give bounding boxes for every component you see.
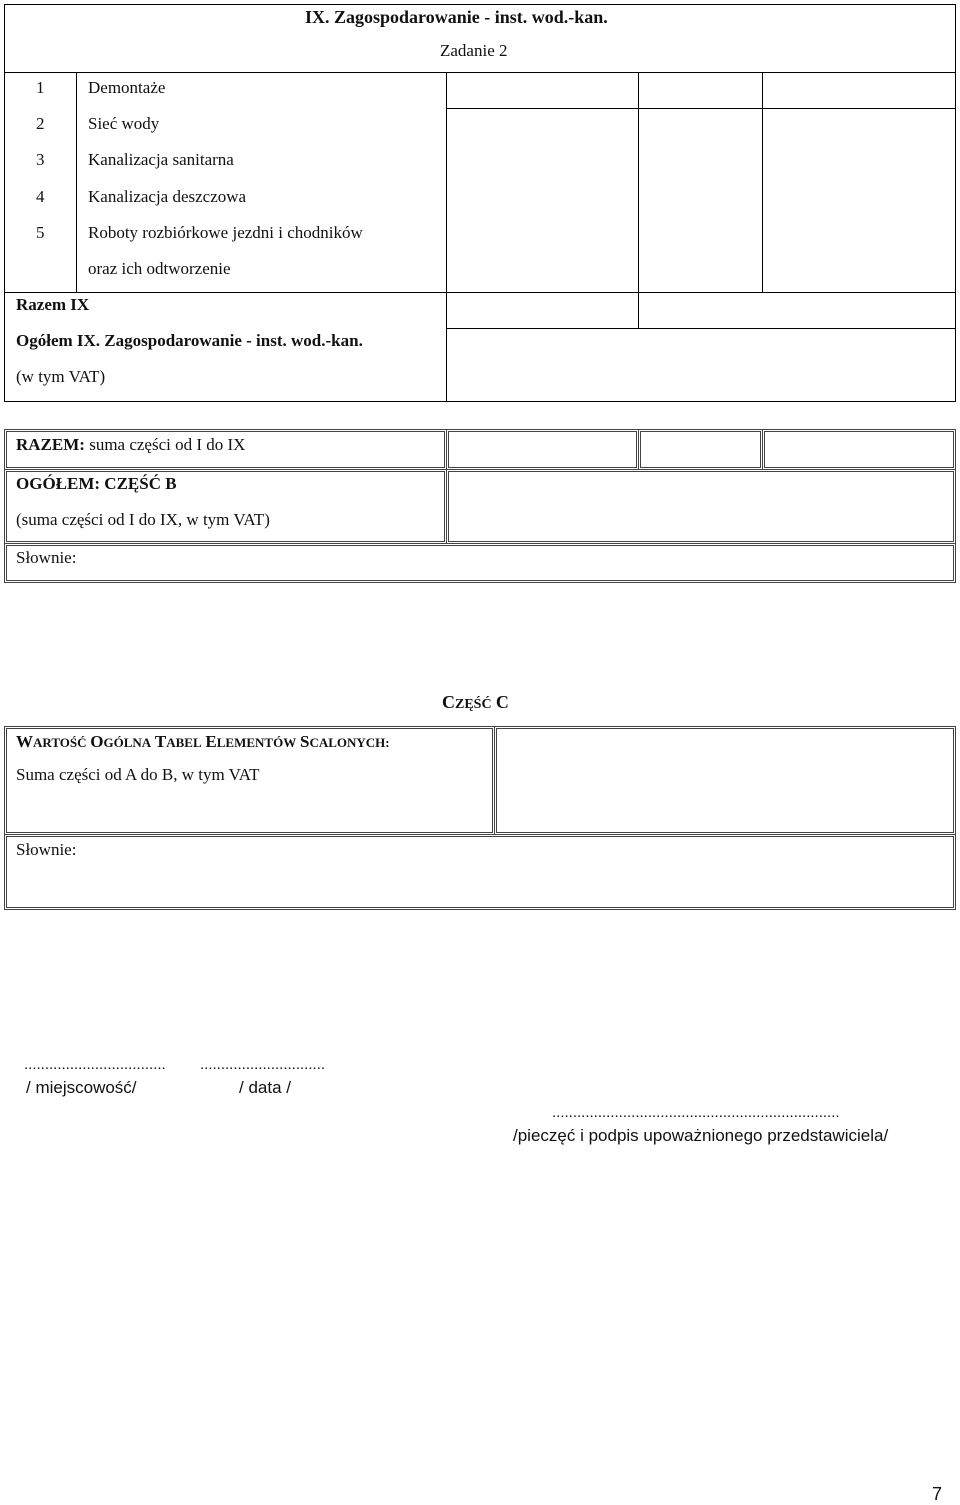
row-label: Kanalizacja sanitarna — [88, 150, 234, 169]
wartosc-value-cell — [494, 726, 956, 835]
row-label: Demontaże — [88, 78, 166, 97]
row-number: 5 — [36, 223, 45, 242]
slownie-c-cell — [4, 834, 956, 910]
ogolem-b-note: (suma części od I do IX, w tym VAT) — [16, 510, 270, 529]
row-divider — [4, 72, 956, 73]
ogolem-b-title: OGÓŁEM: CZĘŚĆ B — [16, 474, 177, 493]
row-divider — [4, 292, 446, 293]
razem-value-cell — [446, 429, 639, 470]
slownie-label: Słownie: — [16, 548, 77, 567]
razem-value-cell — [638, 429, 763, 470]
col-divider — [762, 72, 763, 292]
row-divider — [446, 292, 956, 293]
signature-label: /pieczęć i podpis upoważnionego przedstawiciela/ — [513, 1126, 889, 1145]
col-divider — [446, 72, 447, 402]
row-number: 2 — [36, 114, 45, 133]
razem-text — [16, 435, 245, 455]
row-label: Roboty rozbiórkowe jezdni i chodników — [88, 223, 363, 242]
place-dots: .................................. — [24, 1056, 166, 1073]
row-label: Sieć wody — [88, 114, 160, 133]
date-label: / data / — [239, 1078, 291, 1097]
col-divider — [638, 72, 639, 328]
part-c-heading: CZĘŚĆ C — [442, 692, 509, 712]
row-number: 3 — [36, 150, 45, 169]
date-dots: .............................. — [200, 1056, 326, 1073]
row-divider — [446, 108, 956, 109]
section-ix-subtitle: Zadanie 2 — [440, 41, 508, 60]
wartosc-title: WARTOŚĆ OGÓLNA TABEL ELEMENTÓW SCALONYCH: — [16, 732, 390, 751]
row-label-continued: oraz ich odtworzenie — [88, 259, 231, 278]
signature-dots: ..................................................................... — [552, 1104, 840, 1121]
col-divider — [76, 72, 77, 292]
razem-ix-label: Razem IX — [16, 295, 90, 314]
wartosc-suma: Suma części od A do B, w tym VAT — [16, 765, 260, 784]
ogolem-value-cell — [446, 469, 956, 544]
section-ix-title: IX. Zagospodarowanie - inst. wod.-kan. — [305, 7, 608, 27]
razem-value-cell — [762, 429, 956, 470]
row-number: 1 — [36, 78, 45, 97]
row-number: 4 — [36, 187, 45, 206]
page-number: 7 — [932, 1484, 943, 1504]
razem-rest-label: suma części od I do IX — [84, 435, 246, 454]
slownie-cell — [4, 543, 956, 583]
razem-bold-label: RAZEM: — [16, 435, 85, 454]
ogolem-ix-note: (w tym VAT) — [16, 367, 106, 386]
row-divider — [446, 328, 956, 329]
row-label: Kanalizacja deszczowa — [88, 187, 247, 206]
ogolem-ix-label: Ogółem IX. Zagospodarowanie - inst. wod.-kan. — [16, 331, 363, 350]
slownie-c-label: Słownie: — [16, 840, 77, 859]
place-label: / miejscowość/ — [26, 1078, 137, 1097]
